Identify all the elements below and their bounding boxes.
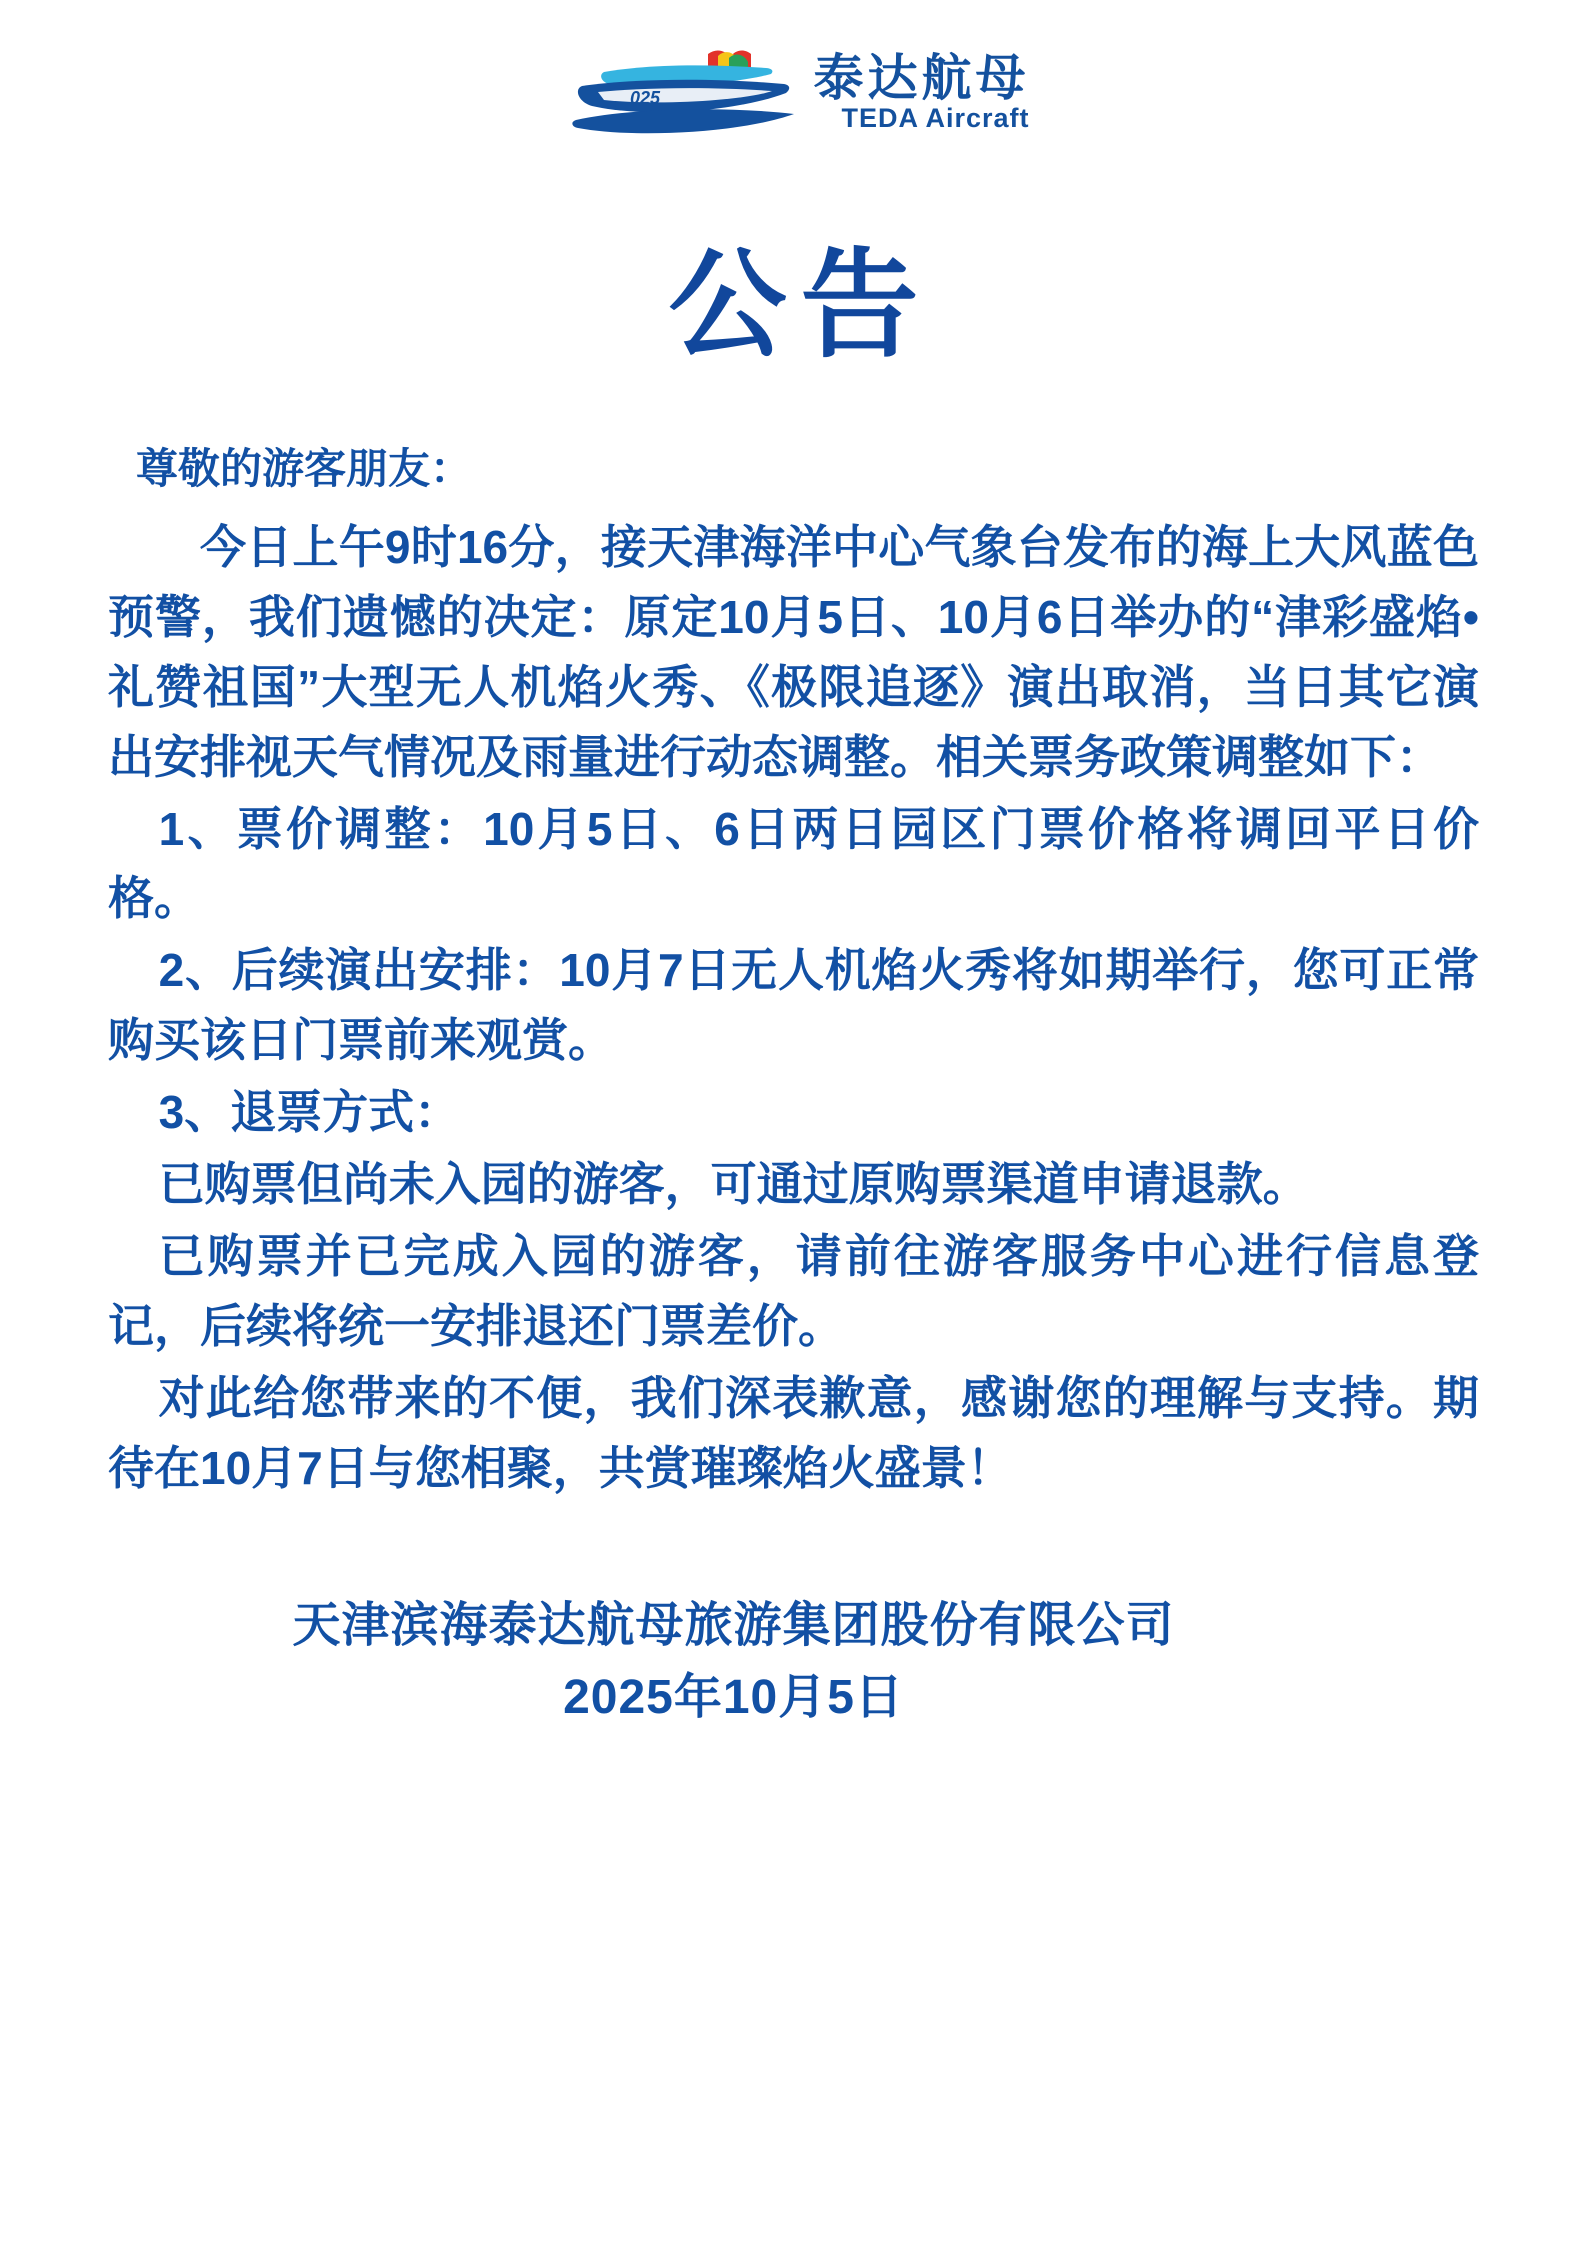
- brand-text: [813, 49, 1030, 142]
- signature-date: 2025年10月5日: [563, 1670, 904, 1724]
- logo-area: [0, 0, 1587, 182]
- announcement-body: [108, 436, 1479, 1734]
- teda-aircraft-carrier-logo: [558, 42, 808, 152]
- paragraph-refund-entered: 已购票并已完成入园的游客，请前往游客服务中心进行信息登记，后续将统一安排退还门票差价。: [108, 1229, 1479, 1352]
- brand-name-cn: 泰达航母: [813, 49, 1030, 106]
- brand-logo: [558, 42, 1030, 152]
- paragraph-intro: 今日上午9时16分，接天津海洋中心气象台发布的海上大风蓝色预警，我们遗憾的决定：原定10月5日、10月6日举办的“津彩盛焰•礼赞祖国”大型无人机焰火秀、《极限追逐》演出取消，当日其它演出安排视天气情况及雨量进行动态调整。相关票务政策调整如下：: [108, 520, 1479, 783]
- paragraph-refund-not-entered: 已购票但尚未入园的游客，可通过原购票渠道申请退款。: [158, 1158, 1309, 1211]
- svg-text:025: 025: [629, 88, 660, 108]
- paragraph-show-schedule: 2、后续演出安排：10月7日无人机焰火秀将如期举行，您可正常购买该日门票前来观赏。: [108, 944, 1479, 1067]
- salutation: 尊敬的游客朋友：: [136, 444, 473, 492]
- page-title: 公告: [668, 240, 933, 372]
- brand-name-en: TEDA Aircraft: [841, 103, 1030, 134]
- paragraph-price-adjustment: 1、票价调整：10月5日、6日两日园区门票价格将调回平日价格。: [108, 802, 1479, 925]
- signature-block: [108, 1590, 1479, 1734]
- paragraph-apology: 对此给您带来的不便，我们深表歉意，感谢您的理解与支持。期待在10月7日与您相聚，共赏璀璨焰火盛景！: [108, 1371, 1479, 1494]
- signature-organization: 天津滨海泰达航母旅游集团股份有限公司: [292, 1598, 1175, 1652]
- paragraph-refund-heading: 3、退票方式：: [158, 1086, 461, 1139]
